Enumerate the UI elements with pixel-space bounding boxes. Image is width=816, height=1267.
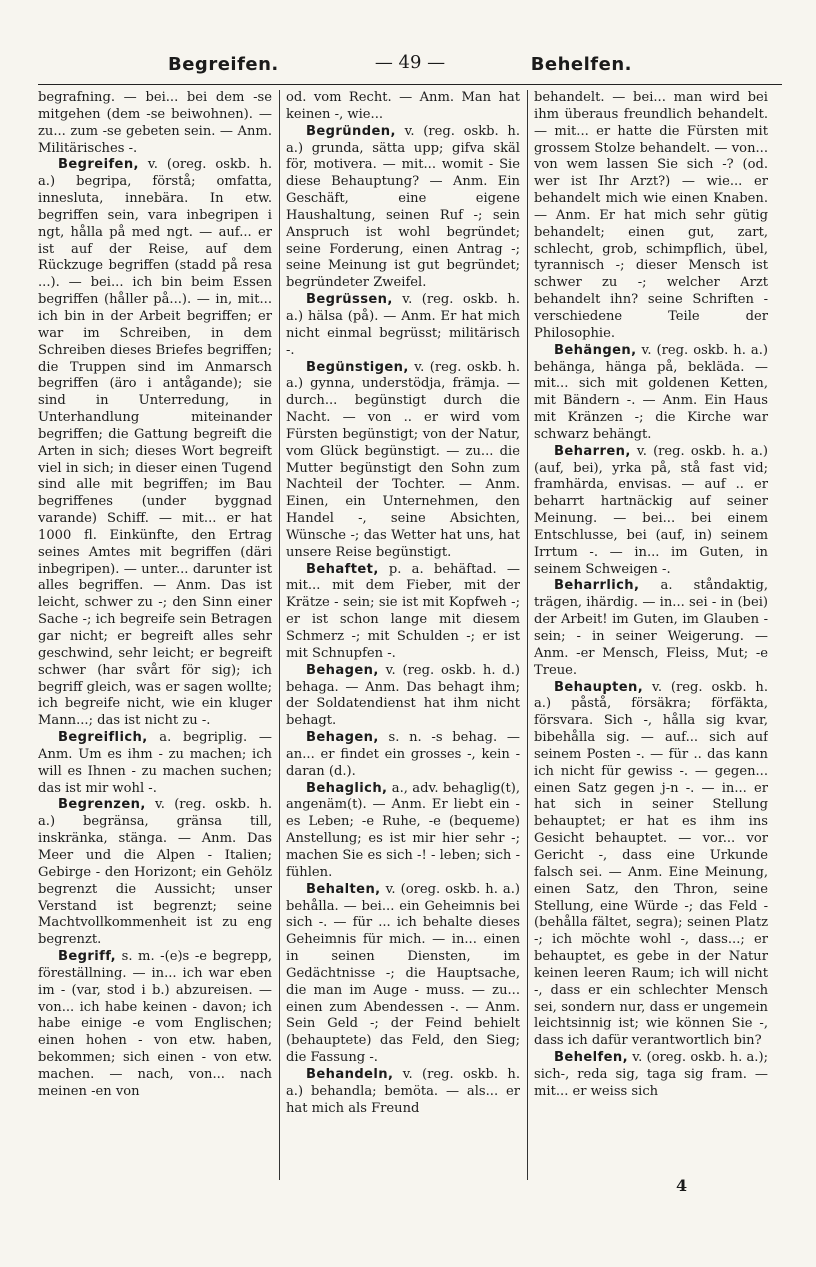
entry-headword: Behaglich, <box>306 780 388 796</box>
dictionary-entry <box>286 730 520 781</box>
dictionary-entry <box>286 90 520 124</box>
dictionary-entry <box>534 444 768 579</box>
dictionary-entry <box>286 1067 520 1118</box>
entry-text: a., adv. behaglig(t), angenäm(t). — Anm. Er liebt ein -es Leben; -e Ruhe, -e (bequeme) Anstellung; es ist mir hier sehr -; machen Sie es sich -! - leben; sich - fühlen. <box>286 780 520 880</box>
dictionary-entry <box>38 157 272 730</box>
entry-headword: Behandeln, <box>306 1066 394 1082</box>
dictionary-entry <box>38 797 272 949</box>
entry-text: v. (reg. oskb. h. a.) gynna, understödja, främja. — durch... begünstigt durch die Nacht. — von .. er wird vom Fürsten begünstigt; von der Natur, vom Glück begünstigt. — zu... die Mutter begünstigt den Sohn zum Nachteil der Tochter. — Anm. Einen, ein Unternehmen, den Handel -, seine Absichten, Wünsche -; das Wetter hat uns, hat unsere Reise begünstigt. <box>286 359 520 560</box>
entry-text: p. a. behäftad. — mit... mit dem Fieber, mit der Krätze - sein; sie ist mit Kopfweh -; er ist schon lange mit diesem Schmerz -; mit Schulden -; er ist mit Schnupfen -. <box>286 561 520 661</box>
dictionary-entry <box>534 680 768 1051</box>
column-divider <box>527 90 528 1180</box>
entry-headword: Behaupten, <box>554 679 644 695</box>
running-head-right: Behelfen. <box>530 54 632 75</box>
entry-text: v. (reg. oskb. h. a.) behänga, hänga på, bekläda. — mit... sich mit goldenen Ketten, mit Bändern -. — Anm. Ein Haus mit Kränzen -; die Kirche war schwarz behängt. <box>534 342 768 442</box>
entry-headword: Behagen, <box>306 662 379 678</box>
dictionary-entry <box>38 949 272 1101</box>
dictionary-entry <box>286 292 520 359</box>
column-3 <box>534 90 768 1180</box>
dictionary-entry <box>286 781 520 882</box>
entry-text: od. vom Recht. — Anm. Man hat keinen -, wie... <box>286 90 520 122</box>
entry-text: begrafning. — bei... bei dem -se mitgehen (dem -se beiwohnen). — zu... zum -se gebeten sein. — Anm. Militärisches -. <box>38 90 272 156</box>
entry-headword: Begrüssen, <box>306 292 393 308</box>
entry-headword: Beharren, <box>554 443 631 459</box>
entry-text: v. (oreg. oskb. h. a.) begripa, förstå; omfatta, innesluta, innebära. In etw. begriffen sein, vara inbegripen i ngt, hålla på med ngt. — auf... er ist auf der Reise, auf dem Rückzuge begriffen (stadd på resa ...). — bei... ich bin beim Essen begriffen (håller på...). — in, mit... ich bin in der Arbeit begriffen; er war im Schreiben, in dem Schreiben dieses Briefes begriffen; die Truppen sind im Anmarsch begriffen (äro i antågande); sie sind in Unterredung, in Unterhandlung miteinander begriffen; die Gattung begreift die Arten in sich; dieses Wort begreift viel in sich; in dieser einen Tugend sind alle mit begriffen; im Bau begriffenes (under byggnad varande) Schiff. — mit... er hat 1000 fl. Einkünfte, den Ertrag seines Amtes mit begriffen (däri inbegripen). — unter... darunter ist alles begriffen. — Anm. Das ist leicht, schwer zu -; den Sinn einer Sache -; ich begreife sein Betragen gar nicht; er begreift alles sehr geschwind, sehr leicht; er begreift schwer (har svårt för sig); ich begriff gleich, was er sagen wollte; ich begreife nicht, wie ein kluger Mann...; das ist nicht zu -. <box>38 157 272 729</box>
dictionary-entry <box>534 343 768 444</box>
dictionary-entry <box>286 882 520 1067</box>
entry-text: v. (reg. oskb. h. a.) hälsa (på). — Anm. Er hat mich nicht einmal begrüsst; militärisch -. <box>286 292 520 358</box>
entry-headword: Behalten, <box>306 881 381 897</box>
page-number: — 49 — <box>374 52 446 73</box>
entry-text: v. (reg. oskb. h. a.) begränsa, gränsa till, inskränka, stänga. — Anm. Das Meer und die Alpen - Italien; Gebirge - den Horizont; ein Gehölz begrenzt die Aussicht; unser Verstand ist begrenzt; seine Machtvollkommenheit ist zu eng begrenzt. <box>38 797 272 948</box>
entry-text: s. m. -(e)s -e begrepp, föreställning. — in... ich war eben im - (var, stod i b.) abzureisen. — von... ich habe keinen - davon; ich habe einige -e vom Englischen; einen hohen - von etw. haben, bekommen; sich einen - von etw. machen. — nach, von... nach meinen -en von <box>38 949 272 1099</box>
page-header <box>38 52 782 82</box>
dictionary-entry <box>534 90 768 343</box>
dictionary-entry <box>38 90 272 157</box>
running-head-left: Begreifen. <box>168 54 279 75</box>
entry-headword: Beharrlich, <box>554 578 640 594</box>
column-2 <box>286 90 520 1180</box>
entry-headword: Begreiflich, <box>58 730 148 746</box>
entry-headword: Begreifen, <box>58 157 139 173</box>
dictionary-entry <box>286 663 520 730</box>
entry-headword: Begrenzen, <box>58 797 146 813</box>
dictionary-entry <box>286 562 520 663</box>
column-divider <box>279 90 280 1180</box>
entry-text: v. (reg. oskb. h. d.) behaga. — Anm. Das behagt ihm; der Soldatendienst hat ihm nicht behagt. <box>286 662 520 729</box>
entry-headword: Begriff, <box>58 949 117 965</box>
dictionary-entry <box>534 1050 768 1101</box>
entry-text: v. (reg. oskb. h. a.) grunda, sätta upp; gifva skäl för, motivera. — mit... womit - Sie diese Behauptung? — Anm. Ein Geschäft, eine eigene Haushaltung, seinen Ruf -; sein Anspruch ist wohl begründet; seine Forderung, einen Antrag -; seine Meinung ist gut begründet; begründeter Zweifel. <box>286 123 520 291</box>
dictionary-entry <box>286 124 520 292</box>
entry-headword: Begünstigen, <box>306 359 409 375</box>
entry-text: a. begriplig. — Anm. Um es ihm - zu machen; ich will es Ihnen - zu machen suchen; das ist mir wohl -. <box>38 730 272 796</box>
entry-text: behandelt. — bei... man wird bei ihm überaus freundlich behandelt. — mit... er hatte die Fürsten mit grossem Stolze behandelt. — von... von wem lassen Sie sich -? (od. wer ist Ihr Arzt?) — wie... er behandelt mich wie einen Knaben. — Anm. Er hat mich sehr gütig behandelt; einen gut, zart, schlecht, grob, schimpflich, übel, tyrannisch -; dieser Mensch ist schwer zu -; welcher Arzt behandelt ihn? seine Schriften - verschiedene Teile der Philosophie. <box>534 90 768 341</box>
entry-text: v. (reg. oskb. h. a.) (auf, bei), yrka på, stå fast vid; framhärda, envisas. — auf .. er beharrt hartnäckig auf seiner Meinung. — bei... bei einem Entschlusse, bei (auf, in) seinem Irrtum -. — in... im Guten, in seinem Schweigen -. <box>534 443 768 577</box>
entry-text: v. (oreg. oskb. h. a.); sich-, reda sig, taga sig fram. — mit... er weiss sich <box>534 1050 768 1099</box>
dictionary-columns <box>38 90 782 1190</box>
entry-headword: Behaftet, <box>306 561 379 577</box>
entry-headword: Begründen, <box>306 123 396 139</box>
dictionary-entry <box>286 360 520 562</box>
entry-headword: Behängen, <box>554 342 637 358</box>
dictionary-entry <box>534 578 768 679</box>
entry-text: s. n. -s behag. — an... er findet ein grosses -, kein - daran (d.). <box>286 730 520 779</box>
entry-text: a. ståndaktig, trägen, ihärdig. — in... sei - in (bei) der Arbeit! im Guten, im Glauben - sein; - in seiner Weigerung. — Anm. -er Mensch, Fleiss, Mut; -e Treue. <box>534 578 768 678</box>
dictionary-entry <box>38 730 272 797</box>
entry-headword: Behagen, <box>306 730 379 746</box>
header-rule <box>38 84 782 85</box>
entry-text: v. (oreg. oskb. h. a.) behålla. — bei... ein Geheimnis bei sich -. — für ... ich behalte dieses Geheimnis für mich. — in... einen in seinen Diensten, im Gedächtnisse -; die Hauptsache, die man im Auge - muss. — zu... einen zum Abendessen -. — Anm. Sein Geld -; der Feind behielt (behauptete) das Feld, den Sieg; die Fassung -. <box>286 881 520 1066</box>
column-1 <box>38 90 272 1180</box>
entry-text: v. (reg. oskb. h. a.) påstå, försäkra; förfäkta, försvara. Sich -, hålla sig kvar, bibehålla sig. — auf... sich auf seinem Posten -. — für .. das kann ich nicht für gewiss -. — gegen... einen Satz gegen j-n -. — in... er hat sich in seiner Stellung behauptet; er hat es ihm ins Gesicht behauptet. — vor... vor Gericht -, dass eine Urkunde falsch sei. — Anm. Eine Meinung, einen Satz, den Thron, seine Stellung, eine Würde -; das Feld - (behålla fältet, segra); seinen Platz -; ich möchte wohl -, dass...; er behauptet, es gebe in der Natur keinen leeren Raum; ich will nicht -, dass er ein schlechter Mensch sei, sondern nur, dass er ungemein leichtsinnig ist; wie können Sie -, dass ich dafür verantwortlich bin? <box>534 679 768 1049</box>
entry-text: v. (reg. oskb. h. a.) behandla; bemöta. — als... er hat mich als Freund <box>286 1066 520 1116</box>
signature-mark: 4 <box>676 1176 688 1195</box>
entry-headword: Behelfen, <box>554 1050 629 1066</box>
